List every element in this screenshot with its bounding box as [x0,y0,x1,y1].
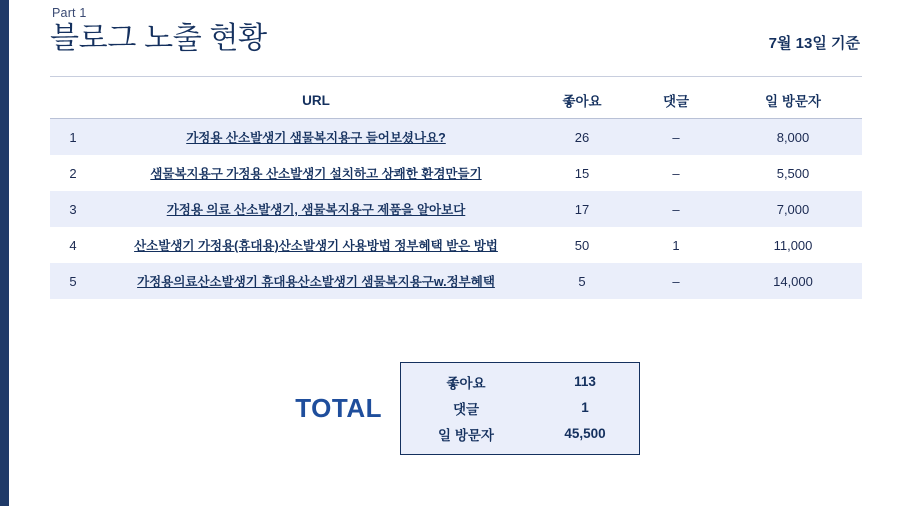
url-link[interactable]: 샘물복지용구 가정용 산소발생기 설치하고 상쾌한 환경만들기 [150,167,482,181]
left-accent-bar [0,0,9,506]
cell-visitors: 11,000 [724,227,862,263]
header-divider [50,76,862,77]
total-row [401,395,639,421]
total-value-likes: 113 [574,374,596,389]
cell-visitors: 7,000 [724,191,862,227]
total-key-visitors: 일 방문자 [438,427,494,443]
column-header-visitors: 일 방문자 [724,84,862,119]
cell-url [96,119,536,156]
table-row [50,119,862,156]
table-body [50,119,862,300]
cell-rank: 4 [50,227,96,263]
column-header-likes: 좋아요 [536,84,628,119]
total-box [400,362,640,455]
cell-rank: 2 [50,155,96,191]
total-label: TOTAL [295,392,382,423]
table-row [50,191,862,227]
cell-comments: – [628,263,724,299]
url-link[interactable]: 산소발생기 가정용(휴대용)산소발생기 사용방법 정부혜택 받은 방법 [134,239,498,253]
cell-comments: – [628,155,724,191]
total-row [401,369,639,395]
table-header-row [50,84,862,119]
cell-likes: 50 [536,227,628,263]
column-header-url: URL [96,84,536,119]
cell-visitors: 5,500 [724,155,862,191]
cell-visitors: 14,000 [724,263,862,299]
slide-header [50,6,860,57]
table-row [50,227,862,263]
cell-rank: 3 [50,191,96,227]
title-row [50,21,860,57]
column-header-rank [50,84,96,119]
url-link[interactable]: 가정용 의료 산소발생기, 샘물복지용구 제품을 알아보다 [166,203,466,217]
table-row [50,263,862,299]
column-header-comments: 댓글 [628,84,724,119]
cell-comments: – [628,119,724,156]
blog-exposure-table [50,84,862,299]
url-link[interactable]: 가정용 산소발생기 샘물복지용구 들어보셨나요? [186,131,446,145]
url-link[interactable]: 가정용의료산소발생기 휴대용산소발생기 샘물복지용구w.정부혜택 [137,275,495,289]
cell-url [96,263,536,299]
part-label: Part 1 [52,6,87,20]
total-key-likes: 좋아요 [446,375,486,391]
table-header [50,84,862,119]
cell-visitors: 8,000 [724,119,862,156]
cell-likes: 26 [536,119,628,156]
cell-likes: 17 [536,191,628,227]
cell-likes: 15 [536,155,628,191]
page-title: 블로그 노출 현황 [50,22,267,55]
total-value-comments: 1 [581,400,589,415]
cell-likes: 5 [536,263,628,299]
total-summary [270,360,640,456]
cell-comments: 1 [628,227,724,263]
cell-url [96,191,536,227]
date-note: 7월 13일 기준 [768,35,860,52]
cell-rank: 1 [50,119,96,156]
cell-comments: – [628,191,724,227]
total-value-visitors: 45,500 [564,426,606,441]
table-row [50,155,862,191]
total-row [401,421,639,447]
cell-url [96,227,536,263]
total-key-comments: 댓글 [452,401,480,417]
cell-url [96,155,536,191]
cell-rank: 5 [50,263,96,299]
blog-exposure-table-wrap [50,84,862,299]
